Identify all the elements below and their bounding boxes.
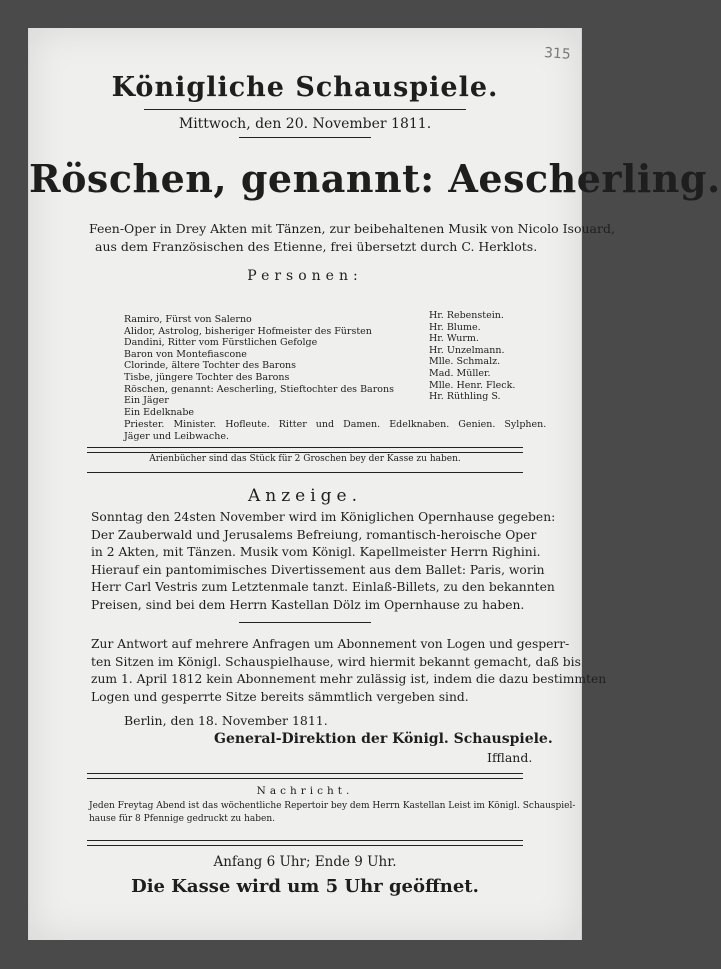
cast-role: Tisbe, jüngere Tochter des Barons bbox=[124, 371, 290, 383]
cast-role: Clorinde, ältere Tochter des Barons bbox=[124, 360, 297, 372]
rule-under-date bbox=[239, 137, 371, 138]
date-line: Mittwoch, den 20. November 1811. bbox=[178, 116, 432, 132]
play-title: Röschen, genannt: Aescherling. bbox=[29, 156, 721, 201]
cast-actor: Hr. Blume. bbox=[429, 321, 481, 333]
minor-roles-line-1: Priester. Minister. Hofleute. Ritter und Damen. Edelknaben. Genien. Sylphen. bbox=[124, 419, 547, 430]
performance-times: Anfang 6 Uhr; Ende 9 Uhr. bbox=[213, 854, 397, 870]
cast-actor: Mlle. Schmalz. bbox=[429, 356, 501, 368]
anzeige-line: Sonntag den 24sten November wird im Königlichen Opernhause gegeben: bbox=[91, 510, 556, 524]
play-subtitle-line-2: aus dem Französischen des Etienne, frei übersetzt durch C. Herklots. bbox=[95, 239, 538, 254]
nachricht-line: hause für 8 Pfennige gedruckt zu haben. bbox=[89, 813, 275, 824]
minor-roles-line-2: Jäger und Leibwache. bbox=[124, 431, 230, 442]
archive-number: 315 bbox=[543, 45, 572, 63]
cast-role: Ein Jäger bbox=[124, 395, 169, 407]
cast-actor: Hr. Unzelmann. bbox=[429, 344, 505, 356]
cast-actor: Mad. Müller. bbox=[429, 367, 491, 379]
cast-roles-list bbox=[124, 314, 394, 418]
rule-between-notices bbox=[239, 622, 371, 623]
antwort-paragraph bbox=[91, 636, 606, 706]
box-office-opening: Die Kasse wird um 5 Uhr geöffnet. bbox=[131, 876, 479, 897]
cast-actor: Hr. Rüthling S. bbox=[429, 391, 501, 403]
cast-role: Dandini, Ritter vom Fürstlichen Gefolge bbox=[124, 337, 318, 349]
antwort-line: Logen und gesperrte Sitze bereits sämmtlich vergeben sind. bbox=[91, 689, 469, 704]
anzeige-line: Preisen, sind bei dem Herrn Kastellan Dölz im Opernhause zu haben. bbox=[91, 597, 525, 612]
anzeige-line: Herr Carl Vestris zum Letztenmale tanzt. Einlaß-Billets, zu den bekannten bbox=[91, 580, 555, 595]
cast-role: Ramiro, Fürst von Salerno bbox=[124, 314, 252, 325]
anzeige-paragraph bbox=[91, 509, 555, 615]
anzeige-line: in 2 Akten, mit Tänzen. Musik vom Königl. Kapellmeister Herrn Righini. bbox=[91, 545, 541, 560]
nachricht-line: Jeden Freytag Abend ist das wöchentliche Repertoir bey dem Herrn Kastellan Leist im Königl. Schauspiel- bbox=[89, 801, 576, 811]
play-subtitle-line-1: Feen-Oper in Drey Akten mit Tänzen, zur beibehaltenen Musik von Nicolo Isouard, bbox=[89, 221, 615, 236]
cast-actor: Mlle. Henr. Fleck. bbox=[429, 379, 516, 391]
signature-iffland: Iffland. bbox=[487, 750, 533, 765]
anzeige-heading: Anzeige. bbox=[247, 486, 363, 506]
general-direction: General-Direktion der Königl. Schauspiele. bbox=[214, 731, 553, 747]
rule-below-libretto-note bbox=[87, 472, 523, 473]
libretto-note: Arienbücher sind das Stück für 2 Groschen bey der Kasse zu haben. bbox=[149, 454, 461, 464]
antwort-line: Zur Antwort auf mehrere Anfragen um Abonnement von Logen und gesperr- bbox=[91, 637, 570, 651]
cast-actor: Hr. Wurm. bbox=[429, 333, 479, 345]
cast-actors-list bbox=[429, 310, 515, 403]
main-title: Königliche Schauspiele. bbox=[111, 72, 499, 103]
antwort-line: zum 1. April 1812 kein Abonnement mehr zulässig ist, indem die dazu bestimmten bbox=[91, 672, 607, 687]
cast-role: Ein Edelknabe bbox=[124, 406, 195, 418]
nachricht-paragraph bbox=[89, 800, 575, 825]
cast-role: Röschen, genannt: Aescherling, Stieftochter des Barons bbox=[124, 383, 394, 395]
rule-below-nachricht bbox=[87, 840, 523, 846]
cast-role: Alidor, Astrolog, bisheriger Hofmeister des Fürsten bbox=[124, 325, 372, 337]
place-date: Berlin, den 18. November 1811. bbox=[124, 713, 328, 728]
rule-under-title bbox=[144, 109, 466, 110]
rule-above-nachricht bbox=[87, 773, 523, 779]
antwort-line: ten Sitzen im Königl. Schauspielhause, wird hiermit bekannt gemacht, daß bis bbox=[91, 654, 581, 669]
anzeige-line: Hierauf ein pantomimisches Divertissement aus dem Ballet: Paris, worin bbox=[91, 562, 545, 577]
nachricht-heading: Nachricht. bbox=[256, 785, 354, 797]
cast-role: Baron von Montefiascone bbox=[124, 348, 247, 360]
cast-heading: Personen: bbox=[247, 268, 363, 284]
playbill-sheet bbox=[28, 28, 721, 940]
rule-above-libretto-note bbox=[87, 447, 523, 453]
anzeige-line: Der Zauberwald und Jerusalems Befreiung, romantisch-heroische Oper bbox=[91, 527, 537, 542]
cast-actor: Hr. Rebenstein. bbox=[429, 310, 504, 321]
